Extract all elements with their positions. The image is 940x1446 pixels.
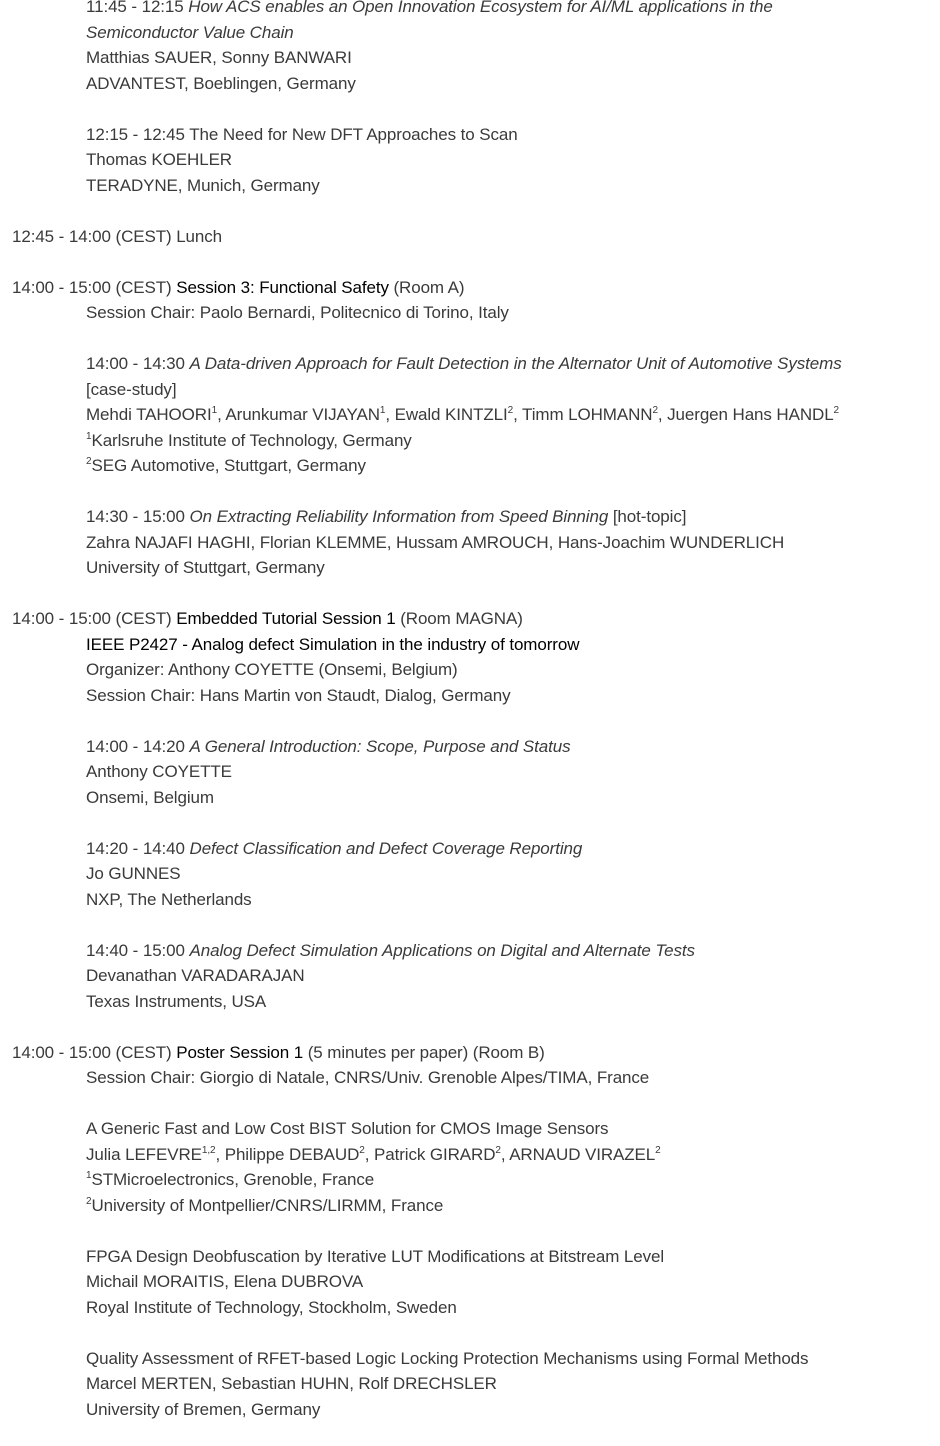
break-time: 12:45 - 14:00 (CEST): [12, 226, 172, 246]
talk-authors: Jo GUNNES: [86, 864, 181, 883]
talk-title: The Need for New DFT Approaches to Scan: [189, 124, 518, 144]
session-header: [0, 275, 940, 301]
talk-title-line: [0, 351, 940, 377]
affiliation-mark: 1: [86, 430, 92, 442]
author-affiliation-mark: 1: [379, 405, 386, 416]
poster-affiliation: [0, 1193, 940, 1219]
author-name: Philippe DEBAUD: [224, 1144, 360, 1164]
session-room: (Room A): [393, 277, 465, 297]
talk-affiliation: University of Stuttgart, Germany: [86, 558, 325, 577]
talk-time: 11:45 - 12:15: [86, 0, 184, 16]
author-affiliation-mark: 2: [655, 1144, 661, 1156]
session-room: (Room MAGNA): [400, 609, 523, 628]
talk-time: 14:00 - 14:30: [86, 354, 185, 373]
talk-title-line: [0, 836, 940, 862]
talk-affiliation: Onsemi, Belgium: [86, 787, 214, 807]
talk-affiliation: Texas Instruments, USA: [86, 991, 267, 1011]
talk-title-continuation: Semiconductor Value Chain: [86, 22, 294, 42]
talk-affiliation: [0, 453, 940, 479]
author-name: Juergen Hans HANDL: [667, 405, 834, 424]
talk-affiliation: ADVANTEST, Boeblingen, Germany: [86, 73, 356, 93]
affiliation-name: SEG Automotive, Stuttgart, Germany: [91, 456, 366, 475]
author-affiliation-mark: 2: [495, 1144, 501, 1156]
talk-title-line: [0, 734, 940, 760]
talk-title: A Data-driven Approach for Fault Detection in the Alternator Unit of Automotive Systems: [189, 354, 842, 373]
talk-title-line: [0, 504, 940, 530]
poster-authors: Julia LEFEVRE$^{1,2}$, Philippe DEBAUD$^2$, Patrick GIRARD$^2$, ARNAUD VIRAZEL$^2$: [86, 1144, 661, 1164]
poster-affiliation: [0, 1167, 940, 1193]
lunch-break: [0, 224, 940, 250]
session-header: [0, 1040, 940, 1066]
affiliation-name: University of Montpellier/CNRS/LIRMM, France: [91, 1195, 444, 1215]
talk-time: 12:15 - 12:45: [86, 124, 185, 144]
session-header: [0, 606, 940, 632]
poster-title: Quality Assessment of RFET-based Logic Locking Protection Mechanisms using Formal Methods: [86, 1348, 809, 1368]
session-chair: Session Chair: Paolo Bernardi, Politecnico di Torino, Italy: [86, 303, 509, 322]
talk-time: 14:40 - 15:00: [86, 940, 185, 960]
talk-authors: Mehdi TAHOORI$^1$, Arunkumar VIJAYAN$^1$, Ewald KINTZLI$^2$, Timm LOHMANN$^2$, Juergen Hans HANDL$^2$: [86, 405, 840, 424]
talk-title: Defect Classification and Defect Coverage Reporting: [189, 838, 583, 858]
talk-authors: Thomas KOEHLER: [86, 150, 232, 169]
talk-affiliation: TERADYNE, Munich, Germany: [86, 175, 320, 195]
talk-title: How ACS enables an Open Innovation Ecosystem for AI/ML applications in the: [188, 0, 773, 16]
talk-time: 14:00 - 14:20: [86, 736, 185, 756]
session-time: 14:00 - 15:00 (CEST): [12, 609, 172, 628]
poster-affiliation: Royal Institute of Technology, Stockholm, Sweden: [86, 1297, 457, 1317]
author-name: Arunkumar VIJAYAN: [225, 405, 380, 424]
talk-affiliation: NXP, The Netherlands: [86, 889, 252, 909]
talk-title: Analog Defect Simulation Applications on Digital and Alternate Tests: [189, 940, 695, 960]
session-name: Session 3: Functional Safety: [176, 277, 389, 297]
author-affiliation-mark: 2: [359, 1144, 365, 1156]
poster-authors: Marcel MERTEN, Sebastian HUHN, Rolf DRECHSLER: [86, 1374, 497, 1393]
talk-title-line: [0, 0, 940, 20]
author-affiliation-mark: 1,2: [201, 1144, 216, 1156]
affiliation-mark: 1: [86, 1170, 92, 1181]
poster-title: A Generic Fast and Low Cost BIST Solution for CMOS Image Sensors: [86, 1119, 609, 1138]
talk-tag: [hot-topic]: [612, 507, 687, 526]
author-name: Julia LEFEVRE: [86, 1144, 202, 1164]
session-name: Embedded Tutorial Session 1: [176, 609, 396, 628]
session-time: 14:00 - 15:00 (CEST): [12, 277, 172, 297]
author-name: ARNAUD VIRAZEL: [509, 1144, 656, 1164]
talk-title-line: [0, 122, 940, 148]
affiliation-mark: 2: [86, 456, 92, 467]
talk-authors: Zahra NAJAFI HAGHI, Florian KLEMME, Hussam AMROUCH, Hans-Joachim WUNDERLICH: [86, 532, 785, 552]
talk-affiliation: [0, 428, 940, 454]
session-name: Poster Session 1: [176, 1042, 304, 1062]
affiliation-name: STMicroelectronics, Grenoble, France: [91, 1170, 375, 1189]
talk-title: A General Introduction: Scope, Purpose and Status: [189, 736, 571, 756]
talk-authors: Matthias SAUER, Sonny BANWARI: [86, 48, 352, 67]
author-name: Timm LOHMANN: [522, 405, 653, 424]
author-name: Ewald KINTZLI: [394, 405, 508, 424]
session-subtitle: IEEE P2427 - Analog defect Simulation in the industry of tomorrow: [86, 634, 580, 654]
session-chair: Session Chair: Giorgio di Natale, CNRS/Univ. Grenoble Alpes/TIMA, France: [86, 1068, 650, 1087]
poster-affiliation: University of Bremen, Germany: [86, 1399, 321, 1419]
session-time: 14:00 - 15:00 (CEST): [12, 1042, 172, 1062]
author-affiliation-mark: 1: [211, 405, 218, 416]
talk-authors: Devanathan VARADARAJAN: [86, 966, 305, 985]
poster-title: FPGA Design Deobfuscation by Iterative LUT Modifications at Bitstream Level: [86, 1246, 665, 1266]
talk-authors: Anthony COYETTE: [86, 762, 232, 781]
affiliation-name: Karlsruhe Institute of Technology, Germany: [91, 430, 412, 450]
talk-title: On Extracting Reliability Information from Speed Binning: [189, 507, 609, 526]
talk-time: 14:30 - 15:00: [86, 507, 185, 526]
author-affiliation-mark: 2: [507, 405, 514, 416]
talk-tag: [case-study]: [86, 379, 177, 399]
talk-title-line: [0, 938, 940, 964]
affiliation-mark: 2: [86, 1195, 92, 1207]
author-name: Patrick GIRARD: [374, 1144, 496, 1164]
break-label: Lunch: [176, 226, 223, 246]
session-room: (5 minutes per paper) (Room B): [307, 1042, 545, 1062]
talk-time: 14:20 - 14:40: [86, 838, 185, 858]
session-organizer: Organizer: Anthony COYETTE (Onsemi, Belgium): [86, 660, 458, 679]
session-chair: Session Chair: Hans Martin von Staudt, Dialog, Germany: [86, 685, 511, 705]
author-affiliation-mark: 2: [833, 405, 840, 416]
author-affiliation-mark: 2: [652, 405, 658, 416]
author-name: Mehdi TAHOORI: [86, 405, 212, 424]
poster-authors: Michail MORAITIS, Elena DUBROVA: [86, 1272, 364, 1291]
